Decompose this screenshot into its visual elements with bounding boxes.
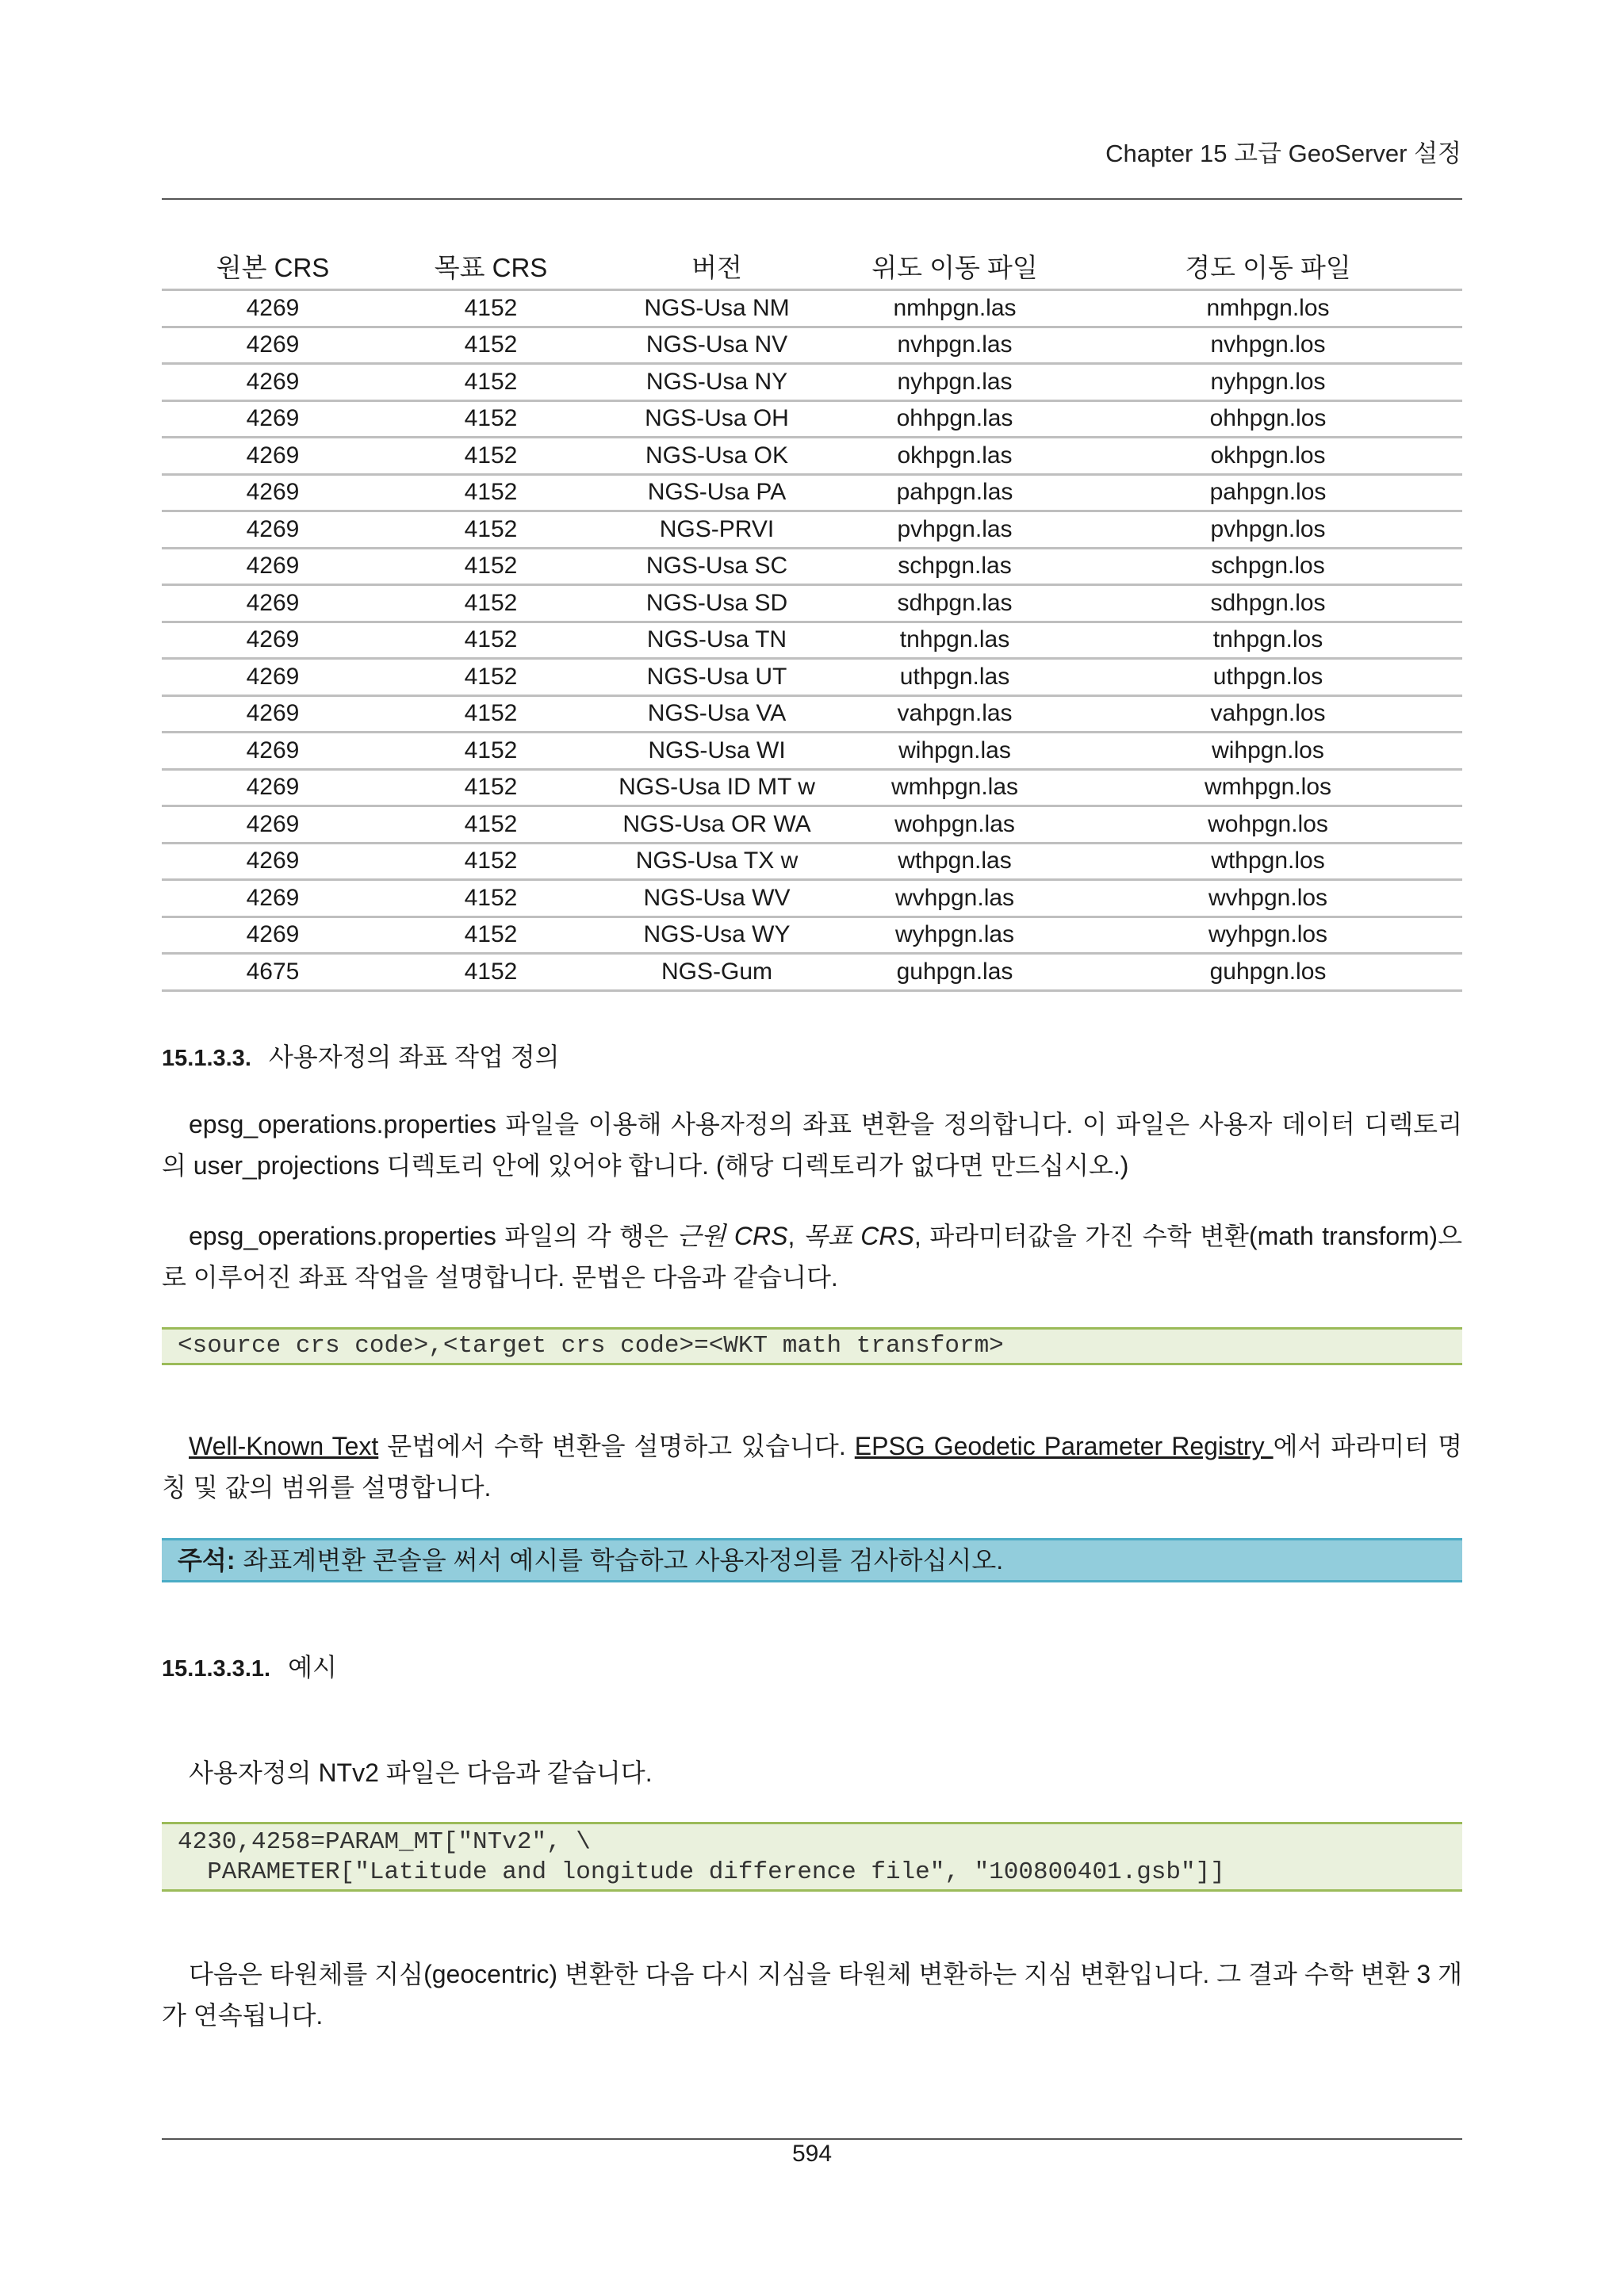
table-row (162, 806, 1462, 844)
cell-version: NGS-Usa WY (598, 916, 836, 954)
table-row (162, 585, 1462, 622)
cell-latitude-file: wvhpgn.las (836, 880, 1074, 917)
cell-target-crs: 4152 (384, 733, 598, 770)
cell-version: NGS-Usa NV (598, 327, 836, 364)
column-header-latitude-file: 위도 이동 파일 (836, 243, 1074, 290)
table-row (162, 511, 1462, 549)
cell-source-crs: 4269 (162, 769, 384, 806)
target-crs-term: 목표 CRS (802, 1222, 914, 1250)
paragraph-text: 에서 파라미터 명칭 및 값의 범위를 설명합니다. (162, 1432, 1462, 1502)
cell-longitude-file: uthpgn.los (1074, 659, 1462, 696)
note-box (162, 1538, 1462, 1582)
cell-source-crs: 4269 (162, 843, 384, 880)
table-row (162, 695, 1462, 733)
cell-target-crs: 4152 (384, 400, 598, 438)
cell-target-crs: 4152 (384, 806, 598, 844)
column-header-target-crs: 목표 CRS (384, 243, 598, 290)
cell-target-crs: 4152 (384, 585, 598, 622)
table-row (162, 916, 1462, 954)
cell-version: NGS-Usa OR WA (598, 806, 836, 844)
table-row (162, 548, 1462, 585)
table-row (162, 290, 1462, 327)
cell-target-crs: 4152 (384, 474, 598, 511)
section-title: 사용자정의 좌표 작업 정의 (268, 1043, 560, 1071)
cell-target-crs: 4152 (384, 880, 598, 917)
code-line: <source crs code>,<target crs code>=<WKT math transform> (178, 1332, 1004, 1360)
cell-target-crs: 4152 (384, 511, 598, 549)
table-row (162, 733, 1462, 770)
section-heading (162, 1037, 560, 1073)
cell-target-crs: 4152 (384, 843, 598, 880)
cell-version: NGS-Usa TN (598, 622, 836, 659)
grid-shift-table (162, 243, 1462, 992)
cell-target-crs: 4152 (384, 769, 598, 806)
cell-longitude-file: wyhpgn.los (1074, 916, 1462, 954)
cell-version: NGS-Usa TX w (598, 843, 836, 880)
cell-source-crs: 4269 (162, 659, 384, 696)
paragraph-text: epsg_operations.properties 파일을 이용해 사용자정의 좌표 변환을 정의합니다. 이 파일은 사용자 데이터 디렉토리의 user_projections 디렉토리 안에 있어야 합니다. (해당 디렉토리가 없다면 만드십시오.) (162, 1110, 1462, 1180)
cell-latitude-file: tnhpgn.las (836, 622, 1074, 659)
cell-source-crs: 4269 (162, 695, 384, 733)
paragraph-text: 사용자정의 NTv2 파일은 다음과 같습니다. (189, 1758, 653, 1787)
cell-source-crs: 4269 (162, 880, 384, 917)
table-header-row (162, 243, 1462, 290)
cell-version: NGS-Usa UT (598, 659, 836, 696)
cell-target-crs: 4152 (384, 548, 598, 585)
page-number: 594 (791, 2141, 833, 2167)
table-row (162, 954, 1462, 991)
cell-target-crs: 4152 (384, 290, 598, 327)
table-row (162, 364, 1462, 401)
section-number: 15.1.3.3. (162, 1046, 251, 1071)
footer-divider (162, 2138, 1462, 2140)
cell-version: NGS-Usa WI (598, 733, 836, 770)
paragraph (162, 1752, 1462, 1793)
cell-longitude-file: pahpgn.los (1074, 474, 1462, 511)
cell-longitude-file: nyhpgn.los (1074, 364, 1462, 401)
cell-longitude-file: tnhpgn.los (1074, 622, 1462, 659)
code-block-syntax (162, 1327, 1462, 1365)
paragraph-text: 다음은 타원체를 지심(geocentric) 변환한 다음 다시 지심을 타원체 변환하는 지심 변환입니다. 그 결과 수학 변환 3 개가 연속됩니다. (162, 1960, 1462, 2030)
cell-longitude-file: wthpgn.los (1074, 843, 1462, 880)
paragraph-text: 문법에서 수학 변환을 설명하고 있습니다. (378, 1432, 855, 1460)
cell-target-crs: 4152 (384, 954, 598, 991)
cell-latitude-file: wihpgn.las (836, 733, 1074, 770)
cell-version: NGS-Usa OH (598, 400, 836, 438)
cell-longitude-file: okhpgn.los (1074, 438, 1462, 475)
cell-longitude-file: nvhpgn.los (1074, 327, 1462, 364)
section-title: 예시 (288, 1653, 337, 1682)
paragraph (162, 1425, 1462, 1508)
cell-longitude-file: schpgn.los (1074, 548, 1462, 585)
cell-longitude-file: wohpgn.los (1074, 806, 1462, 844)
cell-version: NGS-Usa VA (598, 695, 836, 733)
cell-source-crs: 4269 (162, 733, 384, 770)
cell-latitude-file: guhpgn.las (836, 954, 1074, 991)
note-text: 좌표계변환 콘솔을 써서 예시를 학습하고 사용자정의를 검사하십시오. (243, 1546, 1004, 1575)
cell-longitude-file: nmhpgn.los (1074, 290, 1462, 327)
cell-target-crs: 4152 (384, 695, 598, 733)
cell-latitude-file: nvhpgn.las (836, 327, 1074, 364)
cell-source-crs: 4269 (162, 806, 384, 844)
cell-latitude-file: wmhpgn.las (836, 769, 1074, 806)
cell-longitude-file: ohhpgn.los (1074, 400, 1462, 438)
grid-shift-table-container (162, 243, 1462, 992)
cell-version: NGS-Usa SD (598, 585, 836, 622)
cell-version: NGS-Usa PA (598, 474, 836, 511)
table-row (162, 474, 1462, 511)
cell-latitude-file: nmhpgn.las (836, 290, 1074, 327)
cell-version: NGS-Gum (598, 954, 836, 991)
cell-latitude-file: wthpgn.las (836, 843, 1074, 880)
cell-latitude-file: pahpgn.las (836, 474, 1074, 511)
cell-version: NGS-Usa OK (598, 438, 836, 475)
cell-version: NGS-PRVI (598, 511, 836, 549)
cell-source-crs: 4269 (162, 585, 384, 622)
cell-target-crs: 4152 (384, 327, 598, 364)
cell-source-crs: 4269 (162, 438, 384, 475)
cell-version: NGS-Usa SC (598, 548, 836, 585)
code-line: 4230,4258=PARAM_MT["NTv2", \ (178, 1828, 591, 1856)
cell-source-crs: 4269 (162, 916, 384, 954)
cell-latitude-file: sdhpgn.las (836, 585, 1074, 622)
cell-source-crs: 4269 (162, 364, 384, 401)
cell-target-crs: 4152 (384, 659, 598, 696)
paragraph-text: , (787, 1222, 803, 1250)
running-header: Chapter 15 고급 GeoServer 설정 (1105, 140, 1461, 167)
cell-source-crs: 4269 (162, 548, 384, 585)
cell-version: NGS-Usa NM (598, 290, 836, 327)
cell-source-crs: 4675 (162, 954, 384, 991)
cell-target-crs: 4152 (384, 438, 598, 475)
cell-target-crs: 4152 (384, 364, 598, 401)
cell-source-crs: 4269 (162, 511, 384, 549)
cell-latitude-file: pvhpgn.las (836, 511, 1074, 549)
cell-target-crs: 4152 (384, 622, 598, 659)
section-number: 15.1.3.3.1. (162, 1656, 271, 1682)
epsg-registry-link[interactable]: EPSG Geodetic Parameter Registry (854, 1432, 1274, 1460)
table-row (162, 659, 1462, 696)
cell-latitude-file: vahpgn.las (836, 695, 1074, 733)
cell-latitude-file: wohpgn.las (836, 806, 1074, 844)
cell-latitude-file: ohhpgn.las (836, 400, 1074, 438)
table-row (162, 438, 1462, 475)
note-label: 주석: (178, 1546, 236, 1575)
paragraph (162, 1215, 1462, 1298)
cell-latitude-file: nyhpgn.las (836, 364, 1074, 401)
cell-longitude-file: pvhpgn.los (1074, 511, 1462, 549)
cell-longitude-file: wvhpgn.los (1074, 880, 1462, 917)
paragraph (162, 1104, 1462, 1186)
cell-latitude-file: uthpgn.las (836, 659, 1074, 696)
column-header-longitude-file: 경도 이동 파일 (1074, 243, 1462, 290)
cell-source-crs: 4269 (162, 400, 384, 438)
cell-longitude-file: guhpgn.los (1074, 954, 1462, 991)
column-header-source-crs: 원본 CRS (162, 243, 384, 290)
subsection-heading (162, 1647, 337, 1684)
table-row (162, 843, 1462, 880)
cell-version: NGS-Usa ID MT w (598, 769, 836, 806)
cell-source-crs: 4269 (162, 474, 384, 511)
cell-source-crs: 4269 (162, 622, 384, 659)
table-row (162, 880, 1462, 917)
cell-longitude-file: sdhpgn.los (1074, 585, 1462, 622)
table-row (162, 622, 1462, 659)
column-header-version: 버전 (598, 243, 836, 290)
cell-longitude-file: wmhpgn.los (1074, 769, 1462, 806)
cell-target-crs: 4152 (384, 916, 598, 954)
cell-version: NGS-Usa NY (598, 364, 836, 401)
source-crs-term: 근원 CRS (676, 1222, 788, 1250)
paragraph-text: , 파라미터값을 가진 수학 변환(math transform)으로 이루어진 좌표 작업을 설명합니다. 문법은 다음과 같습니다. (162, 1222, 1463, 1292)
cell-longitude-file: vahpgn.los (1074, 695, 1462, 733)
well-known-text-link[interactable]: Well-Known Text (189, 1432, 379, 1460)
cell-version: NGS-Usa WV (598, 880, 836, 917)
table-row (162, 769, 1462, 806)
cell-source-crs: 4269 (162, 290, 384, 327)
cell-latitude-file: wyhpgn.las (836, 916, 1074, 954)
table-row (162, 400, 1462, 438)
cell-latitude-file: schpgn.las (836, 548, 1074, 585)
cell-source-crs: 4269 (162, 327, 384, 364)
table-body (162, 290, 1462, 991)
cell-longitude-file: wihpgn.los (1074, 733, 1462, 770)
code-block-example (162, 1822, 1462, 1892)
code-line: PARAMETER["Latitude and longitude difference file", "100800401.gsb"]] (178, 1858, 1225, 1886)
table-row (162, 327, 1462, 364)
cell-latitude-file: okhpgn.las (836, 438, 1074, 475)
paragraph (162, 1954, 1462, 2036)
paragraph-text: epsg_operations.properties 파일의 각 행은 (189, 1222, 677, 1250)
header-divider (162, 198, 1462, 200)
